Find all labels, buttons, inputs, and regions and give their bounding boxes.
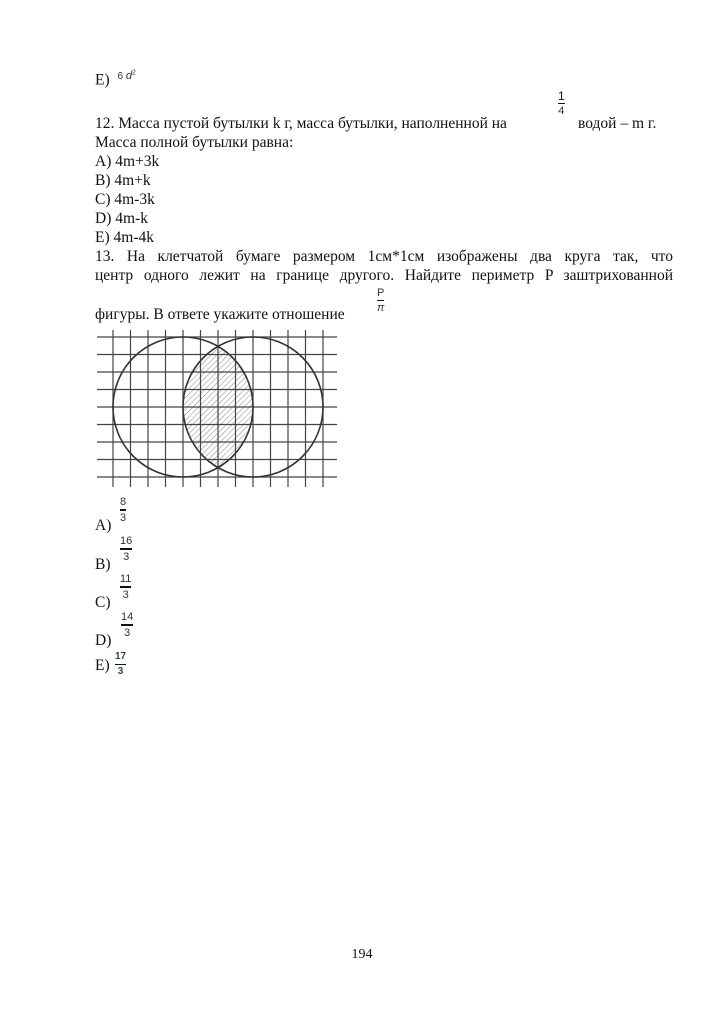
q13-line1: 13. На клетчатой бумаге размером 1см*1см изображены два круга так, что [95,248,673,265]
two-circles-figure [95,328,345,488]
q12-option-c[interactable]: C) 4m-3k [95,191,155,208]
q12-text-after: водой – m г. [578,115,657,132]
q12-option-d[interactable]: D) 4m-k [95,210,148,227]
q12-text-before: 12. Масса пустой бутылки k г, масса бутылки, наполненной на [95,115,507,132]
q13-option-c[interactable]: C) [95,594,111,611]
q12-option-e[interactable]: E) 4m-4k [95,229,154,246]
q12-option-b[interactable]: B) 4m+k [95,172,151,189]
q12-line2: Масса полной бутылки равна: [95,134,294,151]
option-letter: E) [95,71,110,89]
q13-option-a-fraction: 8 3 [120,496,127,524]
q13-option-e-fraction: 17 3 [115,651,127,677]
prev-option-e [95,70,136,91]
q12-line1 [95,115,507,133]
q13-option-e[interactable]: E) [95,657,110,674]
q13-ratio-fraction: P π [377,287,385,314]
q13-line2: центр одного лежит на границе другого. Найдите периметр P заштрихованной [95,267,673,284]
q12-option-a[interactable]: A) 4m+3k [95,153,160,170]
q12-fraction: 1 4 [558,89,565,117]
q13-option-b[interactable]: B) [95,556,111,573]
page-number: 194 [351,947,373,962]
q13-option-d-fraction: 14 3 [121,611,134,639]
q13-option-d[interactable]: D) [95,632,112,649]
option-formula: 6 d2 [117,70,136,83]
q13-option-c-fraction: 11 3 [120,573,132,601]
q13-line3: фигуры. В ответе укажите отношение [95,306,345,323]
q13-option-a[interactable]: A) [95,517,112,534]
q13-option-b-fraction: 16 3 [120,535,133,563]
